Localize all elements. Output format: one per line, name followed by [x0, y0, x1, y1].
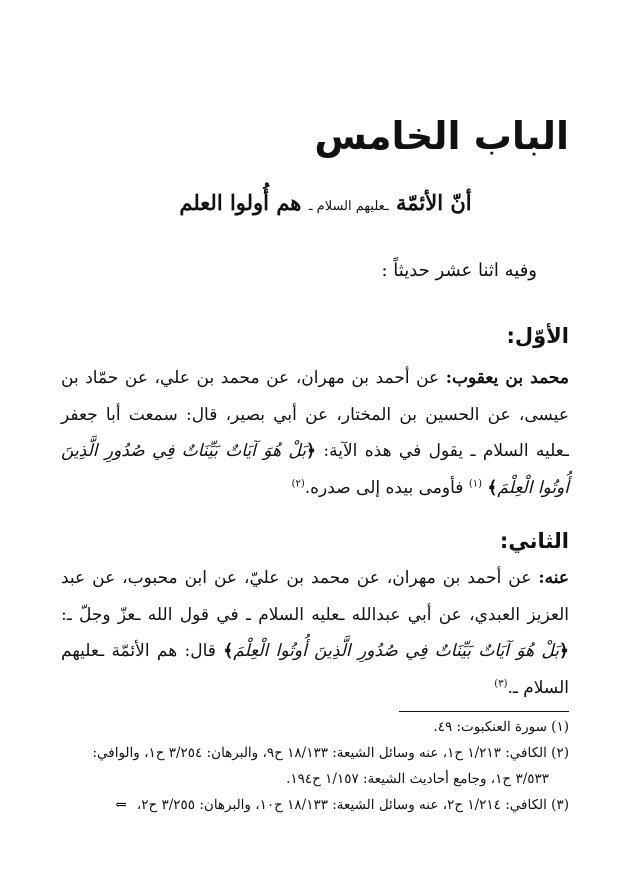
quran-brace-open: ﴿	[559, 641, 569, 661]
hadith-2-text-a: عن أحمد بن مهران، عن محمد بن عليّ، عن ابن محبوب، عن عبد العزيز العبدي، عن أبي عبدالله ـعليه السلام ـ في قول الله ـعزّ وجلّ ـ:	[61, 568, 569, 625]
footnote-2-text: (٢) الكافي: ١/٢١٣ ح١، عنه وسائل الشيعة: ١٨/١٣٣ ح٩، والبرهان: ٣/٢٥٤ ح١، والوافي:	[92, 745, 569, 761]
quran-brace-close: ﴾	[223, 641, 234, 661]
footnote-2	[61, 740, 569, 792]
continue-arrow-icon: ⇐	[115, 797, 127, 813]
hadith-1-text-b: فأومى بيده إلى صدره.	[304, 477, 469, 498]
footnote-3	[61, 792, 569, 818]
footnote-2-continuation: ٣/٥٣٣ ح١، وجامع أحاديث الشيعة: ١/١٥٧ ح١٩٤.	[286, 771, 549, 787]
hadith-1-body	[61, 360, 569, 506]
hadith-2-quran-verse: بَلْ هُوَ آيَاتٌ بَيِّنَاتٌ فِي صُدُورِ الَّذِينَ أُوتُوا الْعِلْمَ	[233, 641, 560, 661]
hadith-1-quran-verse: بَلْ هُوَ آيَاتٌ بَيِّنَاتٌ فِي صُدُورِ الَّذِينَ أُوتُوا الْعِلْمَ	[61, 441, 569, 498]
hadith-1-text-a: عن أحمد بن مهران، عن محمد بن علي، عن حمّاد بن عيسى، عن الحسين بن المختار، عن أبي بصير، قال: سمعت أبا جعفر ـعليه السلام ـ يقول في هذه الآية:	[61, 368, 569, 461]
footnotes	[61, 714, 569, 818]
hadith-2-text-b: قال: هم الأئمّة ـعليهم السلام ـ.	[61, 641, 569, 698]
subtitle-end: هم أُولوا العلم	[179, 190, 302, 215]
footnote-ref-1[interactable]: (١)	[468, 477, 482, 489]
footnote-1-text: (١) سورة العنكبوت: ٤٩.	[433, 719, 569, 735]
chapter-intro: وفيه اثنا عشر حديثاً :	[381, 260, 537, 281]
hadith-1-heading: الأوّل:	[506, 324, 569, 348]
hadith-2-heading: الثاني:	[499, 529, 569, 553]
hadith-1-narrator: محمد بن يعقوب:	[445, 368, 569, 388]
chapter-subtitle	[0, 186, 631, 224]
hadith-2-narrator: عنه:	[538, 568, 569, 588]
subtitle-honorific: ـعليهم السلام ـ	[308, 199, 389, 214]
footnote-1	[61, 714, 569, 740]
footnote-ref-3[interactable]: (٣)	[494, 677, 508, 689]
footnote-divider	[399, 711, 569, 712]
quran-brace-open: ﴿	[306, 441, 316, 461]
chapter-title: الباب الخامس	[314, 114, 569, 158]
subtitle-start: أنّ الأئمّة	[388, 190, 472, 215]
hadith-2-body	[61, 560, 569, 706]
quran-brace-close: ﴾	[487, 477, 498, 498]
footnote-3-text: (٣) الكافي: ١/٢١٤ ح٢، عنه وسائل الشيعة: ١٨/١٣٣ ح١٠، والبرهان: ٣/٢٥٥ ح٢،	[136, 797, 569, 813]
footnote-ref-2[interactable]: (٢)	[291, 477, 305, 489]
